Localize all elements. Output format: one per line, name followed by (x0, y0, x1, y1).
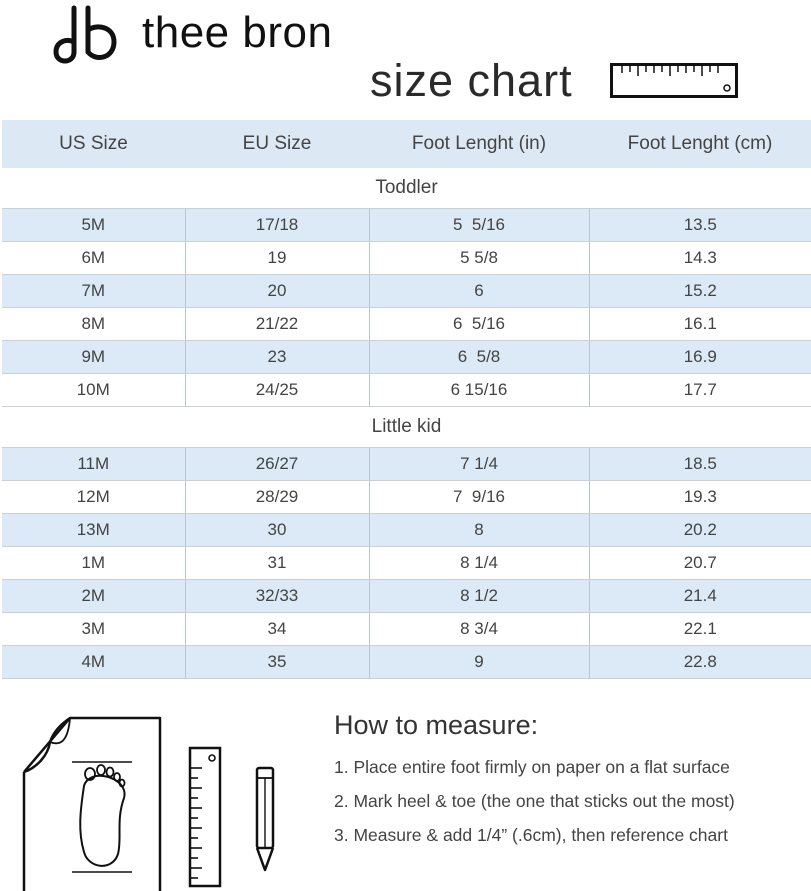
cell-foot-length-cm: 13.5 (589, 209, 811, 242)
cell-eu-size: 30 (185, 514, 369, 547)
table-row (2, 646, 811, 679)
cell-foot-length-in: 9 (369, 646, 589, 679)
brand-name: thee bron (142, 8, 333, 57)
table-row (2, 275, 811, 308)
cell-us-size: 7M (2, 275, 185, 308)
table-row (2, 242, 811, 275)
table-header-row (2, 120, 811, 168)
cell-foot-length-cm: 21.4 (589, 580, 811, 613)
cell-eu-size: 21/22 (185, 308, 369, 341)
cell-eu-size: 23 (185, 341, 369, 374)
cell-foot-length-in: 7 9/16 (369, 481, 589, 514)
cell-us-size: 11M (2, 448, 185, 481)
table-body (2, 168, 811, 679)
cell-foot-length-cm: 16.1 (589, 308, 811, 341)
cell-foot-length-in: 6 (369, 275, 589, 308)
cell-foot-length-in: 5 5/8 (369, 242, 589, 275)
cell-eu-size: 17/18 (185, 209, 369, 242)
cell-foot-length-in: 6 5/8 (369, 341, 589, 374)
table-row (2, 374, 811, 407)
cell-foot-length-in: 7 1/4 (369, 448, 589, 481)
cell-foot-length-cm: 14.3 (589, 242, 811, 275)
cell-foot-length-cm: 20.7 (589, 547, 811, 580)
cell-foot-length-in: 8 1/4 (369, 547, 589, 580)
how-to-measure-steps (334, 757, 804, 859)
table-row (2, 580, 811, 613)
cell-us-size: 1M (2, 547, 185, 580)
cell-foot-length-in: 6 15/16 (369, 374, 589, 407)
table-row (2, 341, 811, 374)
measuring-illustration (20, 712, 290, 891)
cell-foot-length-cm: 22.8 (589, 646, 811, 679)
cell-us-size: 10M (2, 374, 185, 407)
how-to-step-3: 3. Measure & add 1/4” (.6cm), then reference chart (334, 825, 728, 845)
cell-us-size: 5M (2, 209, 185, 242)
cell-eu-size: 28/29 (185, 481, 369, 514)
how-to-step-2: 2. Mark heel & toe (the one that sticks out the most) (334, 791, 735, 811)
table-row (2, 209, 811, 242)
cell-foot-length-in: 5 5/16 (369, 209, 589, 242)
how-to-measure-title: How to measure: (334, 710, 539, 740)
table-row (2, 481, 811, 514)
cell-us-size: 13M (2, 514, 185, 547)
section-title: Toddler (2, 168, 811, 209)
cell-foot-length-cm: 18.5 (589, 448, 811, 481)
header-eu-size: EU Size (185, 120, 369, 168)
page-title: size chart (370, 55, 573, 106)
cell-foot-length-cm: 22.1 (589, 613, 811, 646)
table-row (2, 613, 811, 646)
cell-us-size: 6M (2, 242, 185, 275)
cell-foot-length-in: 8 3/4 (369, 613, 589, 646)
cell-us-size: 12M (2, 481, 185, 514)
table-row (2, 308, 811, 341)
pencil-icon (257, 768, 273, 870)
cell-eu-size: 20 (185, 275, 369, 308)
cell-foot-length-cm: 17.7 (589, 374, 811, 407)
cell-foot-length-cm: 19.3 (589, 481, 811, 514)
cell-us-size: 9M (2, 341, 185, 374)
size-chart-table (2, 120, 811, 679)
ruler-vertical-icon (190, 748, 220, 886)
section-row (2, 168, 811, 209)
section-row (2, 407, 811, 448)
table-row (2, 448, 811, 481)
cell-eu-size: 31 (185, 547, 369, 580)
cell-foot-length-in: 8 1/2 (369, 580, 589, 613)
cell-us-size: 3M (2, 613, 185, 646)
cell-eu-size: 34 (185, 613, 369, 646)
cell-foot-length-in: 6 5/16 (369, 308, 589, 341)
ruler-icon (610, 63, 738, 99)
cell-eu-size: 26/27 (185, 448, 369, 481)
cell-foot-length-cm: 20.2 (589, 514, 811, 547)
cell-us-size: 2M (2, 580, 185, 613)
table-row (2, 514, 811, 547)
cell-foot-length-cm: 15.2 (589, 275, 811, 308)
section-title: Little kid (2, 407, 811, 448)
cell-foot-length-in: 8 (369, 514, 589, 547)
brand-logo-icon (52, 4, 122, 66)
how-to-step-1: 1. Place entire foot firmly on paper on a flat surface (334, 757, 730, 777)
header-foot-length-cm: Foot Lenght (cm) (589, 120, 811, 168)
table-row (2, 547, 811, 580)
header-foot-length-in: Foot Lenght (in) (369, 120, 589, 168)
how-to-measure-section (334, 710, 804, 859)
paper-with-foot-icon (24, 718, 160, 891)
cell-eu-size: 24/25 (185, 374, 369, 407)
cell-eu-size: 19 (185, 242, 369, 275)
cell-foot-length-cm: 16.9 (589, 341, 811, 374)
header-us-size: US Size (2, 120, 185, 168)
cell-us-size: 8M (2, 308, 185, 341)
cell-eu-size: 32/33 (185, 580, 369, 613)
cell-us-size: 4M (2, 646, 185, 679)
cell-eu-size: 35 (185, 646, 369, 679)
